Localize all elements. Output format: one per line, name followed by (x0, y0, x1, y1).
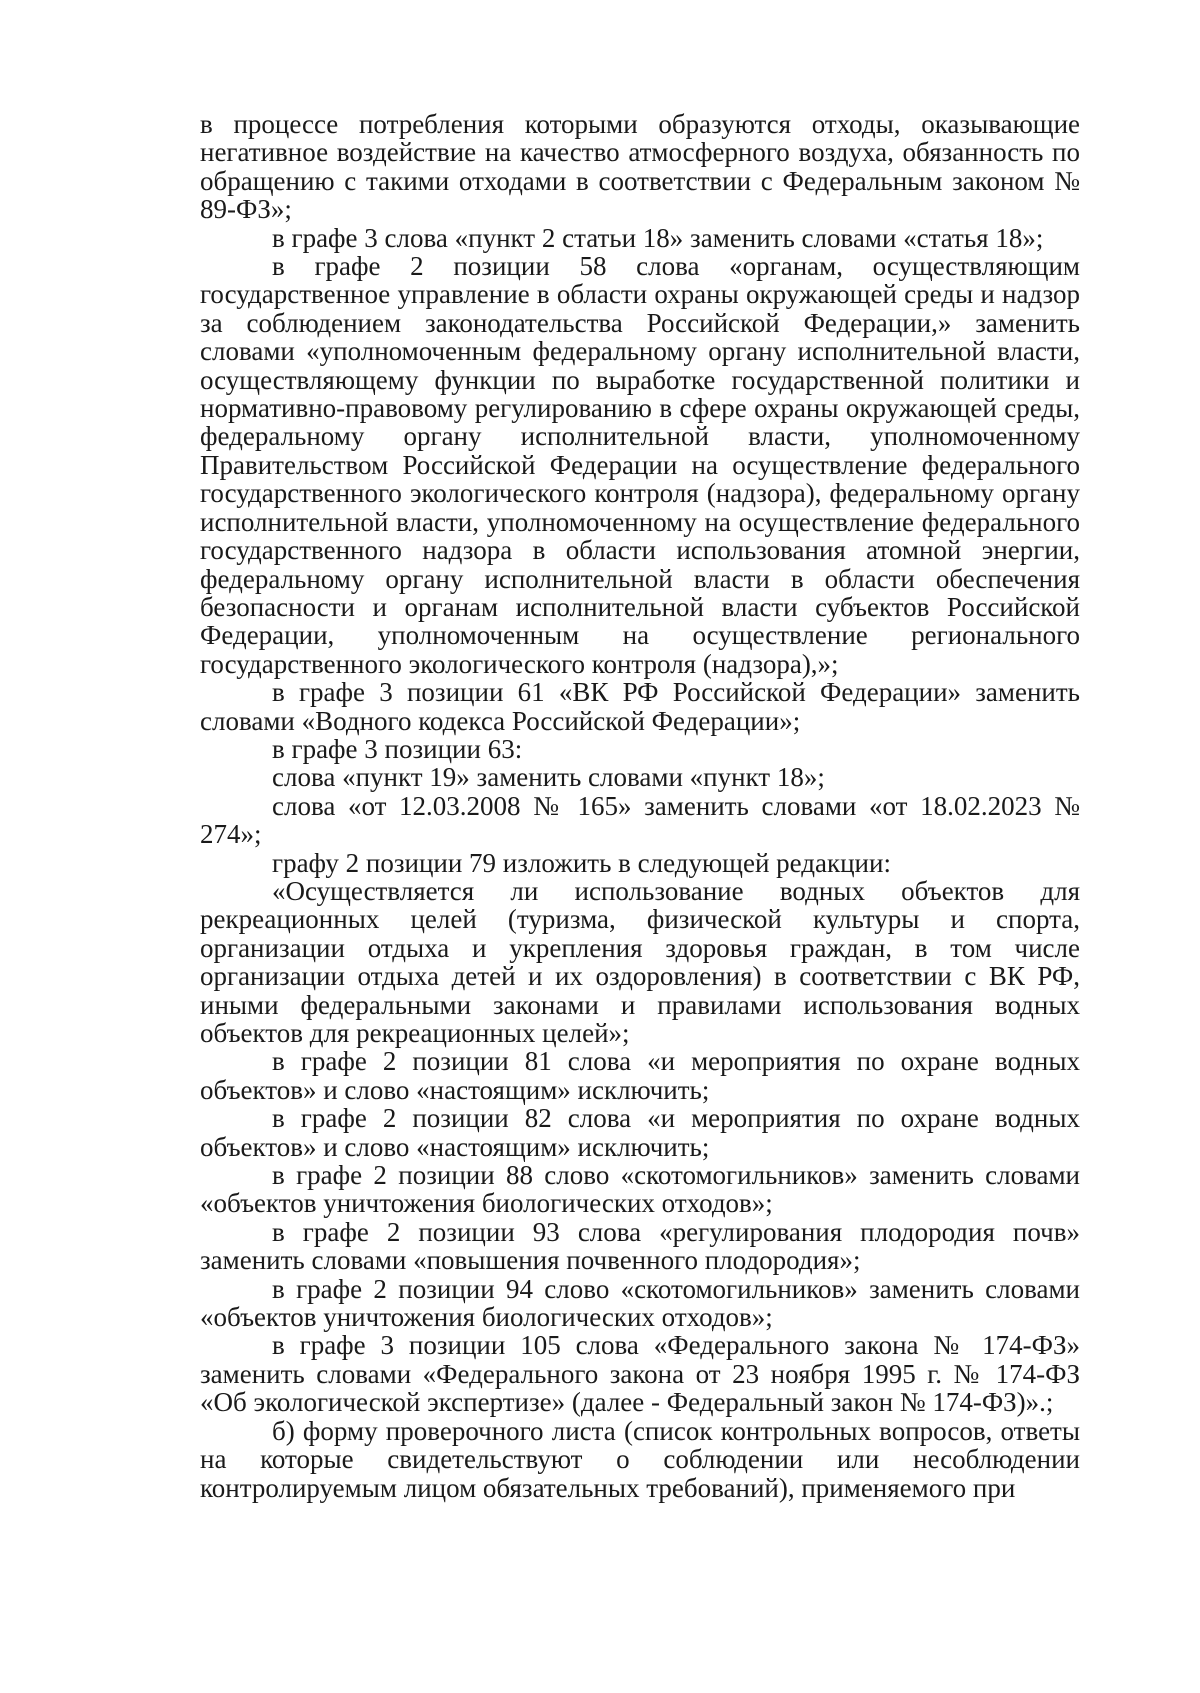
paragraph: графу 2 позиции 79 изложить в следующей редакции: (272, 847, 891, 878)
paragraph: в графе 3 позиции 105 слова «Федерального закона № 174-ФЗ» заменить словами «Федерального закона от 23 ноября 1995 г. № 174-ФЗ «Об экологической экспертизе» (далее - Федеральный закон № 174-ФЗ)».; (200, 1330, 1080, 1418)
paragraph: в графе 3 позиции 61 «ВК РФ Российской Федерации» заменить словами «Водного кодекса Российской Федерации»; (200, 677, 1080, 736)
paragraph: слова «от 12.03.2008 № 165» заменить словами «от 18.02.2023 № 274»; (200, 790, 1080, 850)
document-body (200, 110, 1080, 1502)
paragraph: в графе 2 позиции 94 слово «скотомогильников» заменить словами «объектов уничтожения биологических отходов»; (200, 1273, 1080, 1333)
paragraph: в графе 2 позиции 88 слово «скотомогильников» заменить словами «объектов уничтожения биологических отходов»; (200, 1160, 1080, 1219)
paragraph: слова «пункт 19» заменить словами «пункт 18»; (272, 762, 825, 793)
paragraph: в графе 2 позиции 82 слова «и мероприятия по охране водных объектов» и слово «настоящим» исключить; (200, 1103, 1080, 1162)
paragraph: в графе 3 слова «пункт 2 статьи 18» заменить словами «статья 18»; (272, 222, 1044, 253)
paragraph: б) форму проверочного листа (список контрольных вопросов, ответы на которые свидетельствуют о соблюдении или несоблюдении контролируемым лицом обязательных требований), применяемого при (200, 1415, 1080, 1503)
paragraph: в графе 2 позиции 93 слова «регулирования плодородия почв» заменить словами «повышения почвенного плодородия»; (200, 1216, 1080, 1276)
paragraph: в графе 2 позиции 81 слова «и мероприятия по охране водных объектов» и слово «настоящим» исключить; (200, 1046, 1080, 1105)
paragraph: в процессе потребления которыми образуются отходы, оказывающие негативное воздействие на качество атмосферного воздуха, обязанность по обращению с такими отходами в соответствии с Федеральным законом № 89-ФЗ»; (200, 109, 1080, 225)
paragraph: в графе 2 позиции 58 слова «органам, осуществляющим государственное управление в области охраны окружающей среды и надзор за соблюдением законодательства Российской Федерации,» заменить словами «уполномоченным федеральному органу исполнительной власти, осуществляющему функции по выработке государственной политики и нормативно-правовому регулированию в сфере охраны окружающей среды, федеральному органу исполнительной власти, уполномоченному Правительством Российской Федерации на осуществление федерального государственного экологического контроля (надзора), федеральному органу исполнительной власти, уполномоченному на осуществление федерального государственного надзора в области использования атомной энергии, федеральному органу исполнительной власти в области обеспечения безопасности и органам исполнительной власти субъектов Российской Федерации, уполномоченным на осуществление регионального государственного экологического контроля (надзора),»; (200, 251, 1080, 679)
paragraph: «Осуществляется ли использование водных объектов для рекреационных целей (туризма, физической культуры и спорта, организации отдыха и укрепления здоровья граждан, в том числе организации отдыха детей и их оздоровления) в соответствии с ВК РФ, иными федеральными законами и правилами использования водных объектов для рекреационных целей»; (200, 875, 1080, 1048)
paragraph: в графе 3 позиции 63: (272, 733, 523, 764)
